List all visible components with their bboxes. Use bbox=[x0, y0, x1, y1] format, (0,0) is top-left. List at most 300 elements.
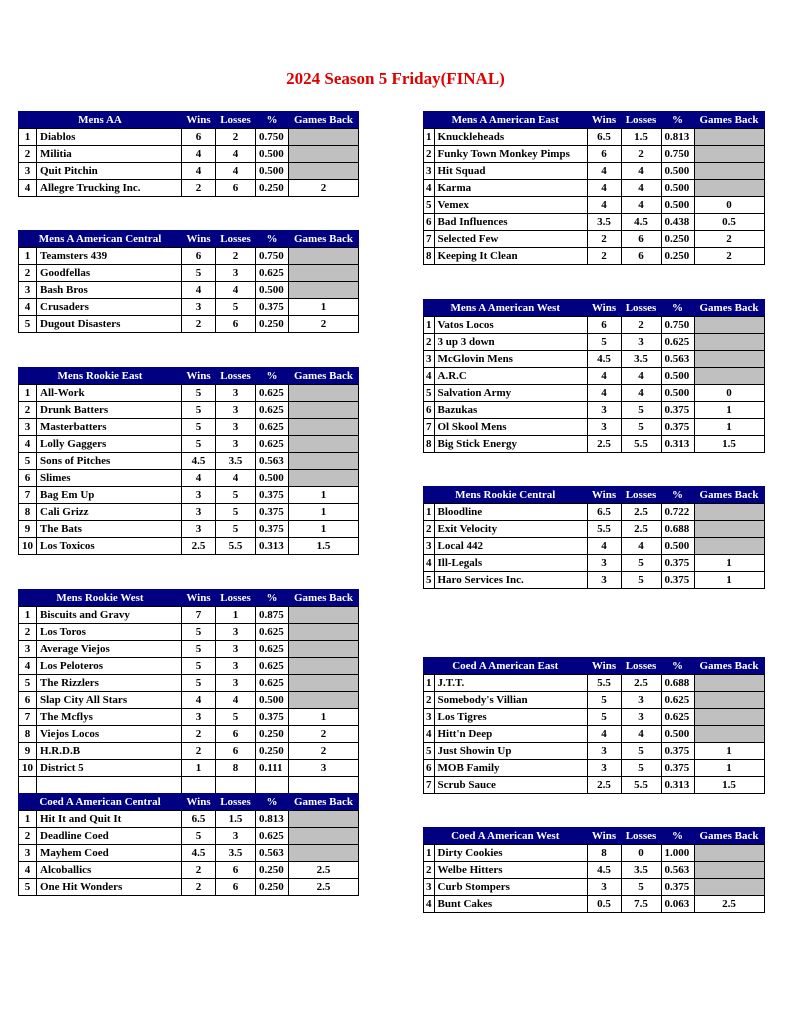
team-name: 3 up 3 down bbox=[434, 334, 587, 351]
games-back-value bbox=[289, 845, 359, 862]
pct-value: 0.500 bbox=[661, 726, 694, 743]
wins-value: 3 bbox=[587, 743, 621, 760]
pct-value: 0.375 bbox=[256, 299, 289, 316]
rank-cell: 8 bbox=[19, 504, 37, 521]
team-name: The Rizzlers bbox=[37, 675, 182, 692]
table-row bbox=[19, 521, 359, 538]
games-back-value bbox=[289, 607, 359, 624]
rank-cell: 7 bbox=[19, 487, 37, 504]
losses-value: 3.5 bbox=[216, 845, 256, 862]
games-back-value bbox=[694, 845, 764, 862]
team-name: Goodfellas bbox=[37, 265, 182, 282]
rank-cell: 10 bbox=[19, 538, 37, 555]
table-row bbox=[424, 317, 765, 334]
games-back-value bbox=[694, 163, 764, 180]
pct-value: 0.625 bbox=[256, 641, 289, 658]
team-name: Teamsters 439 bbox=[37, 248, 182, 265]
col-wins: Wins bbox=[182, 590, 216, 607]
losses-value: 6 bbox=[216, 180, 256, 197]
division-name: Coed A American Central bbox=[19, 794, 182, 811]
team-name: Alcoballics bbox=[37, 862, 182, 879]
col-losses: Losses bbox=[621, 487, 661, 504]
rank-cell: 1 bbox=[19, 811, 37, 828]
games-back-value: 1.5 bbox=[289, 538, 359, 555]
team-name: Crusaders bbox=[37, 299, 182, 316]
col-games-back: Games Back bbox=[694, 487, 764, 504]
wins-value: 1 bbox=[182, 760, 216, 777]
losses-value: 6 bbox=[621, 231, 661, 248]
division-name: Mens A American West bbox=[424, 300, 588, 317]
wins-value: 6 bbox=[182, 248, 216, 265]
rank-cell: 2 bbox=[424, 334, 435, 351]
table-row bbox=[424, 692, 765, 709]
wins-value: 5 bbox=[182, 641, 216, 658]
losses-value: 5 bbox=[216, 709, 256, 726]
team-name: Welbe Hitters bbox=[434, 862, 587, 879]
wins-value: 4 bbox=[587, 368, 621, 385]
rank-cell: 7 bbox=[19, 709, 37, 726]
wins-value: 5 bbox=[587, 709, 621, 726]
losses-value: 5.5 bbox=[621, 436, 661, 453]
team-name: Ol Skool Mens bbox=[434, 419, 587, 436]
table-row bbox=[19, 828, 359, 845]
rank-cell: 9 bbox=[19, 521, 37, 538]
games-back-value bbox=[289, 265, 359, 282]
division-name: Mens Rookie West bbox=[19, 590, 182, 607]
wins-value: 3 bbox=[182, 299, 216, 316]
pct-value: 0.500 bbox=[661, 538, 694, 555]
wins-value: 5.5 bbox=[587, 521, 621, 538]
games-back-value: 1 bbox=[289, 487, 359, 504]
wins-value: 2 bbox=[587, 248, 621, 265]
blank-cell bbox=[256, 777, 289, 794]
rank-cell: 2 bbox=[19, 828, 37, 845]
team-name: Hit It and Quit It bbox=[37, 811, 182, 828]
losses-value: 5 bbox=[216, 504, 256, 521]
games-back-value bbox=[694, 334, 764, 351]
pct-value: 0.500 bbox=[661, 163, 694, 180]
col-wins: Wins bbox=[587, 828, 621, 845]
games-back-value bbox=[694, 709, 764, 726]
table-row bbox=[424, 368, 765, 385]
wins-value: 2 bbox=[587, 231, 621, 248]
table-row bbox=[424, 385, 765, 402]
pct-value: 0.375 bbox=[256, 521, 289, 538]
games-back-value bbox=[694, 692, 764, 709]
col-wins: Wins bbox=[587, 300, 621, 317]
rank-cell: 1 bbox=[424, 129, 435, 146]
table-row bbox=[19, 811, 359, 828]
losses-value: 6 bbox=[216, 316, 256, 333]
losses-value: 1.5 bbox=[216, 811, 256, 828]
wins-value: 3 bbox=[587, 572, 621, 589]
losses-value: 3 bbox=[621, 692, 661, 709]
wins-value: 4 bbox=[587, 163, 621, 180]
wins-value: 6 bbox=[182, 129, 216, 146]
team-name: Keeping It Clean bbox=[434, 248, 587, 265]
wins-value: 4 bbox=[587, 385, 621, 402]
losses-value: 4 bbox=[621, 180, 661, 197]
blank-cell bbox=[289, 777, 359, 794]
team-name: Viejos Locos bbox=[37, 726, 182, 743]
pct-value: 0.250 bbox=[256, 743, 289, 760]
games-back-value bbox=[289, 419, 359, 436]
rank-cell: 2 bbox=[19, 146, 37, 163]
games-back-value: 1 bbox=[694, 419, 764, 436]
col-wins: Wins bbox=[587, 112, 621, 129]
wins-value: 2 bbox=[182, 862, 216, 879]
rank-cell: 7 bbox=[424, 419, 435, 436]
table-row bbox=[424, 760, 765, 777]
col-pct: % bbox=[256, 231, 289, 248]
wins-value: 5 bbox=[587, 334, 621, 351]
games-back-value: 2 bbox=[289, 743, 359, 760]
team-name: Funky Town Monkey Pimps bbox=[434, 146, 587, 163]
rank-cell: 8 bbox=[424, 248, 435, 265]
pct-value: 0.625 bbox=[661, 334, 694, 351]
pct-value: 0.250 bbox=[256, 862, 289, 879]
games-back-value: 1 bbox=[289, 709, 359, 726]
losses-value: 5 bbox=[621, 572, 661, 589]
col-wins: Wins bbox=[182, 112, 216, 129]
standings-table-coed-a-american-central bbox=[18, 793, 359, 896]
table-row bbox=[19, 845, 359, 862]
col-wins: Wins bbox=[587, 487, 621, 504]
pct-value: 0.688 bbox=[661, 521, 694, 538]
team-name: Dugout Disasters bbox=[37, 316, 182, 333]
col-games-back: Games Back bbox=[694, 112, 764, 129]
games-back-value: 1 bbox=[694, 402, 764, 419]
wins-value: 5 bbox=[182, 402, 216, 419]
losses-value: 7.5 bbox=[621, 896, 661, 913]
col-wins: Wins bbox=[182, 794, 216, 811]
rank-cell: 2 bbox=[424, 692, 435, 709]
losses-value: 3.5 bbox=[621, 351, 661, 368]
table-row bbox=[19, 316, 359, 333]
rank-cell: 5 bbox=[19, 316, 37, 333]
rank-cell: 3 bbox=[424, 879, 435, 896]
col-losses: Losses bbox=[621, 828, 661, 845]
losses-value: 3 bbox=[216, 828, 256, 845]
rank-cell: 1 bbox=[19, 607, 37, 624]
blank-row bbox=[19, 777, 359, 794]
table-row bbox=[424, 351, 765, 368]
table-row bbox=[424, 521, 765, 538]
pct-value: 0.250 bbox=[256, 726, 289, 743]
table-row bbox=[19, 129, 359, 146]
games-back-value: 3 bbox=[289, 760, 359, 777]
pct-value: 0.813 bbox=[661, 129, 694, 146]
pct-value: 0.625 bbox=[256, 402, 289, 419]
team-name: Haro Services Inc. bbox=[434, 572, 587, 589]
table-row bbox=[19, 538, 359, 555]
pct-value: 0.375 bbox=[661, 555, 694, 572]
wins-value: 8 bbox=[587, 845, 621, 862]
rank-cell: 3 bbox=[424, 163, 435, 180]
rank-cell: 2 bbox=[19, 402, 37, 419]
wins-value: 2.5 bbox=[587, 777, 621, 794]
wins-value: 6 bbox=[587, 317, 621, 334]
col-games-back: Games Back bbox=[289, 112, 359, 129]
wins-value: 4 bbox=[182, 692, 216, 709]
col-games-back: Games Back bbox=[289, 368, 359, 385]
pct-value: 0.625 bbox=[661, 692, 694, 709]
pct-value: 0.625 bbox=[256, 419, 289, 436]
team-name: Bloodline bbox=[434, 504, 587, 521]
losses-value: 2 bbox=[216, 248, 256, 265]
losses-value: 5 bbox=[621, 879, 661, 896]
games-back-value bbox=[694, 879, 764, 896]
rank-cell: 4 bbox=[19, 299, 37, 316]
team-name: H.R.D.B bbox=[37, 743, 182, 760]
col-pct: % bbox=[256, 112, 289, 129]
team-name: Selected Few bbox=[434, 231, 587, 248]
wins-value: 6 bbox=[587, 146, 621, 163]
losses-value: 5 bbox=[216, 299, 256, 316]
losses-value: 3 bbox=[216, 675, 256, 692]
standings-table-coed-a-american-west bbox=[423, 827, 765, 913]
col-wins: Wins bbox=[587, 658, 621, 675]
rank-cell: 3 bbox=[19, 845, 37, 862]
division-name: Coed A American East bbox=[424, 658, 588, 675]
wins-value: 4 bbox=[587, 197, 621, 214]
rank-cell: 1 bbox=[19, 129, 37, 146]
losses-value: 3.5 bbox=[621, 862, 661, 879]
losses-value: 4 bbox=[621, 538, 661, 555]
team-name: Vatos Locos bbox=[434, 317, 587, 334]
games-back-value bbox=[289, 163, 359, 180]
pct-value: 0.500 bbox=[661, 385, 694, 402]
division-name: Mens AA bbox=[19, 112, 182, 129]
games-back-value bbox=[694, 180, 764, 197]
division-name: Mens A American East bbox=[424, 112, 588, 129]
losses-value: 5 bbox=[216, 521, 256, 538]
col-games-back: Games Back bbox=[289, 231, 359, 248]
losses-value: 6 bbox=[621, 248, 661, 265]
pct-value: 0.625 bbox=[256, 385, 289, 402]
col-losses: Losses bbox=[621, 112, 661, 129]
rank-cell: 4 bbox=[19, 180, 37, 197]
table-row bbox=[19, 675, 359, 692]
losses-value: 6 bbox=[216, 726, 256, 743]
losses-value: 8 bbox=[216, 760, 256, 777]
team-name: Deadline Coed bbox=[37, 828, 182, 845]
col-pct: % bbox=[661, 300, 694, 317]
rank-cell: 2 bbox=[424, 862, 435, 879]
games-back-value bbox=[289, 146, 359, 163]
col-losses: Losses bbox=[216, 590, 256, 607]
division-name: Mens Rookie East bbox=[19, 368, 182, 385]
team-name: Drunk Batters bbox=[37, 402, 182, 419]
division-name: Mens A American Central bbox=[19, 231, 182, 248]
team-name: Hit Squad bbox=[434, 163, 587, 180]
col-games-back: Games Back bbox=[289, 794, 359, 811]
table-row bbox=[19, 760, 359, 777]
pct-value: 0.375 bbox=[661, 879, 694, 896]
team-name: Los Tigres bbox=[434, 709, 587, 726]
team-name: Slimes bbox=[37, 470, 182, 487]
team-name: Vemex bbox=[434, 197, 587, 214]
rank-cell: 4 bbox=[424, 726, 435, 743]
wins-value: 5 bbox=[182, 265, 216, 282]
losses-value: 4.5 bbox=[621, 214, 661, 231]
pct-value: 0.563 bbox=[661, 351, 694, 368]
pct-value: 0.250 bbox=[256, 180, 289, 197]
wins-value: 2 bbox=[182, 180, 216, 197]
table-row bbox=[424, 419, 765, 436]
team-name: Slap City All Stars bbox=[37, 692, 182, 709]
team-name: Curb Stompers bbox=[434, 879, 587, 896]
col-losses: Losses bbox=[216, 231, 256, 248]
table-row bbox=[424, 231, 765, 248]
team-name: Scrub Sauce bbox=[434, 777, 587, 794]
games-back-value bbox=[289, 692, 359, 709]
wins-value: 4 bbox=[182, 146, 216, 163]
team-name: Bag Em Up bbox=[37, 487, 182, 504]
rank-cell: 6 bbox=[424, 760, 435, 777]
pct-value: 0.375 bbox=[256, 504, 289, 521]
wins-value: 3 bbox=[587, 760, 621, 777]
rank-cell: 1 bbox=[424, 675, 435, 692]
rank-cell: 2 bbox=[424, 521, 435, 538]
pct-value: 0.625 bbox=[256, 624, 289, 641]
table-row bbox=[424, 743, 765, 760]
rank-cell: 4 bbox=[424, 368, 435, 385]
losses-value: 4 bbox=[216, 146, 256, 163]
wins-value: 2.5 bbox=[587, 436, 621, 453]
team-name: Mayhem Coed bbox=[37, 845, 182, 862]
pct-value: 0.313 bbox=[661, 777, 694, 794]
wins-value: 6.5 bbox=[587, 504, 621, 521]
games-back-value: 2 bbox=[694, 231, 764, 248]
pct-value: 0.563 bbox=[661, 862, 694, 879]
col-games-back: Games Back bbox=[694, 658, 764, 675]
col-pct: % bbox=[256, 368, 289, 385]
table-row bbox=[19, 641, 359, 658]
wins-value: 2 bbox=[182, 743, 216, 760]
wins-value: 5 bbox=[182, 658, 216, 675]
pct-value: 0.500 bbox=[661, 197, 694, 214]
losses-value: 4 bbox=[621, 726, 661, 743]
table-row bbox=[424, 538, 765, 555]
wins-value: 6.5 bbox=[587, 129, 621, 146]
team-name: McGlovin Mens bbox=[434, 351, 587, 368]
games-back-value: 1 bbox=[289, 504, 359, 521]
table-row bbox=[424, 572, 765, 589]
games-back-value bbox=[289, 828, 359, 845]
games-back-value bbox=[694, 146, 764, 163]
team-name: Ill-Legals bbox=[434, 555, 587, 572]
pct-value: 0.688 bbox=[661, 675, 694, 692]
standings-table-mens-rookie-central bbox=[423, 486, 765, 589]
rank-cell: 6 bbox=[424, 214, 435, 231]
col-games-back: Games Back bbox=[289, 590, 359, 607]
table-row bbox=[19, 299, 359, 316]
wins-value: 4 bbox=[587, 180, 621, 197]
rank-cell: 4 bbox=[424, 180, 435, 197]
table-row bbox=[424, 402, 765, 419]
wins-value: 6.5 bbox=[182, 811, 216, 828]
losses-value: 5 bbox=[216, 487, 256, 504]
games-back-value bbox=[289, 624, 359, 641]
rank-cell: 2 bbox=[19, 265, 37, 282]
games-back-value bbox=[289, 811, 359, 828]
team-name: All-Work bbox=[37, 385, 182, 402]
losses-value: 2 bbox=[621, 146, 661, 163]
wins-value: 2 bbox=[182, 726, 216, 743]
table-row bbox=[19, 692, 359, 709]
col-pct: % bbox=[661, 658, 694, 675]
games-back-value: 1 bbox=[289, 299, 359, 316]
losses-value: 3 bbox=[216, 624, 256, 641]
games-back-value bbox=[289, 658, 359, 675]
blank-cell bbox=[216, 777, 256, 794]
rank-cell: 4 bbox=[424, 555, 435, 572]
rank-cell: 9 bbox=[19, 743, 37, 760]
table-row bbox=[424, 879, 765, 896]
pct-value: 0.250 bbox=[256, 316, 289, 333]
wins-value: 2 bbox=[182, 316, 216, 333]
rank-cell: 5 bbox=[424, 197, 435, 214]
wins-value: 4.5 bbox=[182, 845, 216, 862]
table-row bbox=[424, 129, 765, 146]
team-name: Average Viejos bbox=[37, 641, 182, 658]
games-back-value bbox=[289, 436, 359, 453]
col-pct: % bbox=[256, 590, 289, 607]
wins-value: 5 bbox=[587, 692, 621, 709]
wins-value: 4.5 bbox=[587, 862, 621, 879]
games-back-value bbox=[694, 726, 764, 743]
rank-cell: 2 bbox=[424, 146, 435, 163]
rank-cell: 4 bbox=[424, 896, 435, 913]
col-losses: Losses bbox=[621, 300, 661, 317]
table-row bbox=[424, 726, 765, 743]
table-row bbox=[19, 607, 359, 624]
rank-cell: 3 bbox=[19, 163, 37, 180]
table-row bbox=[19, 658, 359, 675]
games-back-value: 2.5 bbox=[289, 879, 359, 896]
team-name: The Bats bbox=[37, 521, 182, 538]
pct-value: 0.722 bbox=[661, 504, 694, 521]
rank-cell: 5 bbox=[19, 675, 37, 692]
team-name: Bad Influences bbox=[434, 214, 587, 231]
games-back-value bbox=[694, 538, 764, 555]
team-name: Biscuits and Gravy bbox=[37, 607, 182, 624]
wins-value: 4 bbox=[182, 163, 216, 180]
games-back-value bbox=[694, 862, 764, 879]
games-back-value: 2 bbox=[289, 316, 359, 333]
division-name: Coed A American West bbox=[424, 828, 588, 845]
pct-value: 0.375 bbox=[661, 743, 694, 760]
games-back-value bbox=[289, 385, 359, 402]
col-games-back: Games Back bbox=[694, 300, 764, 317]
wins-value: 3 bbox=[587, 879, 621, 896]
pct-value: 0.750 bbox=[661, 146, 694, 163]
losses-value: 1 bbox=[216, 607, 256, 624]
losses-value: 2.5 bbox=[621, 504, 661, 521]
losses-value: 5 bbox=[621, 402, 661, 419]
losses-value: 2.5 bbox=[621, 675, 661, 692]
games-back-value bbox=[289, 282, 359, 299]
table-row bbox=[19, 436, 359, 453]
table-row bbox=[19, 248, 359, 265]
table-row bbox=[19, 265, 359, 282]
losses-value: 3 bbox=[216, 385, 256, 402]
table-row bbox=[19, 470, 359, 487]
losses-value: 3 bbox=[216, 658, 256, 675]
col-losses: Losses bbox=[216, 368, 256, 385]
team-name: Hitt'n Deep bbox=[434, 726, 587, 743]
